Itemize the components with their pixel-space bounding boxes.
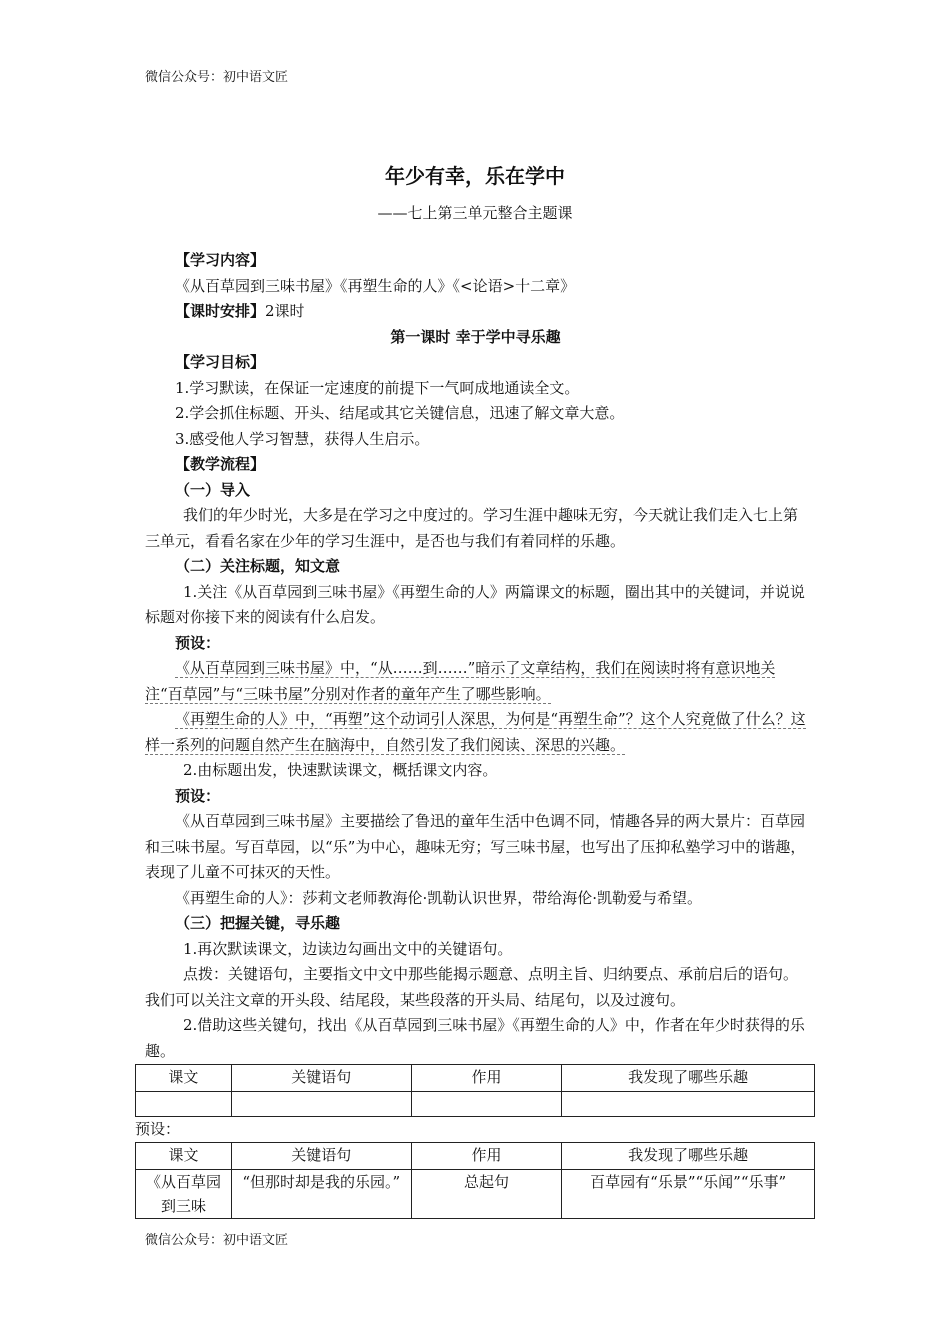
preset-label: 预设：	[175, 786, 221, 805]
goal-item: 1.学习默读，在保证一定速度的前提下一气呵成地通读全文。	[175, 378, 580, 397]
document-subtitle: ——七上第三单元整合主题课	[377, 204, 573, 222]
section-2-answer-2b: 《再塑生命的人》：莎莉文老师教海伦·凯勒认识世界，带给海伦·凯勒爱与希望。	[175, 888, 703, 907]
table-header-cell: 关键语句	[231, 1065, 411, 1092]
goals-heading: 【学习目标】	[175, 353, 266, 371]
learning-content-text: 《从百草园到三味书屋》《再塑生命的人》《<论语>十二章》	[175, 276, 576, 295]
section-2-heading: （二）关注标题，知文意	[175, 557, 341, 575]
table-cell	[231, 1091, 411, 1116]
section-3-tip: 点拨：关键语句，主要指文中文中那些能揭示题意、点明主旨、归纳要点、承前启后的语句。我们可以关注文章的开头段、结尾段，某些段落的开头局、结尾句，以及过渡句。	[145, 965, 799, 1009]
table-header-cell: 作用	[411, 1065, 562, 1092]
table-header-row	[136, 1065, 815, 1092]
document-title: 年少有幸，乐在学中	[385, 164, 565, 188]
schedule-value: 2课时	[265, 302, 305, 320]
table-row	[136, 1091, 815, 1116]
table-header-cell: 关键语句	[231, 1143, 411, 1170]
table-cell	[562, 1091, 815, 1116]
learning-content-heading: 【学习内容】	[175, 251, 266, 269]
table-header-cell: 我发现了哪些乐趣	[562, 1065, 815, 1092]
lesson-title: 第一课时 幸于学中寻乐趣	[390, 327, 561, 346]
table-header-row	[136, 1143, 815, 1170]
page-footer: 微信公众号：初中语文匠	[145, 1233, 289, 1248]
table-header-cell: 课文	[136, 1065, 232, 1092]
preset-label-2: 预设：	[135, 1119, 181, 1138]
section-2-question-2: 2.由标题出发，快速默读课文，概括课文内容。	[183, 761, 498, 779]
answer-text: 《再塑生命的人》中，“再塑”这个动词引人深思，为何是“再塑生命”？这个人究竟做了什么？这样一系列的问题自然产生在脑海中，自然引发了我们阅读、深思的兴趣。	[145, 710, 806, 754]
schedule-line	[145, 299, 806, 325]
section-2-question-1: 1.关注《从百草园到三味书屋》《再塑生命的人》两篇课文的标题，圈出其中的关键词，并说说标题对你接下来的阅读有什么启发。	[145, 582, 805, 626]
table-cell	[136, 1091, 232, 1116]
section-2-answer-1a	[145, 656, 806, 707]
table-cell	[411, 1091, 562, 1116]
table-header-cell: 我发现了哪些乐趣	[562, 1143, 815, 1170]
table-header-cell: 作用	[411, 1143, 562, 1170]
table-cell: 总起句	[411, 1169, 562, 1218]
section-3-question-1: 1.再次默读课文，边读边勾画出文中的关键语句。	[183, 939, 513, 958]
table-cell: 百草园有“乐景”“乐闻”“乐事”	[562, 1169, 815, 1218]
table-header-cell: 课文	[136, 1143, 232, 1170]
goal-item: 3.感受他人学习智慧，获得人生启示。	[175, 429, 430, 448]
section-3-question-2: 2.借助这些关键句，找出《从百草园到三味书屋》《再塑生命的人》中，作者在年少时获得的乐趣。	[145, 1016, 805, 1060]
table-cell: “但那时却是我的乐园。”	[231, 1169, 411, 1218]
section-2-answer-1b	[145, 707, 806, 758]
table-cell: 《从百草园到三味	[136, 1169, 232, 1218]
table-row	[136, 1169, 815, 1218]
preset-label: 预设：	[175, 633, 221, 652]
section-2-answer-2a: 《从百草园到三味书屋》主要描绘了鲁迅的童年生活中色调不同，情趣各异的两大景片：百草园和三味书屋。写百草园，以“乐”为中心，趣味无穷；写三味书屋，也写出了压抑私塾学习中的谐趣，表现了儿童不可抹灭的天性。	[145, 812, 806, 881]
document-body	[135, 248, 806, 1219]
blank-table	[135, 1064, 815, 1117]
section-1-heading: （一）导入	[175, 480, 251, 499]
section-1-text: 我们的年少时光，大多是在学习之中度过的。学习生涯中趣味无穷，今天就让我们走入七上第三单元，看看名家在少年的学习生涯中，是否也与我们有着同样的乐趣。	[145, 506, 799, 550]
answer-text: 《从百草园到三味书屋》中，“从……到……”暗示了文章结构，我们在阅读时将有意识地关注“百草园”与“三味书屋”分别对作者的童年产生了哪些影响。	[145, 659, 776, 703]
preset-table	[135, 1142, 815, 1219]
section-3-heading: （三）把握关键，寻乐趣	[175, 914, 341, 932]
page-header: 微信公众号：初中语文匠	[145, 70, 289, 85]
schedule-heading: 【课时安排】	[175, 302, 266, 320]
process-heading: 【教学流程】	[175, 455, 266, 473]
goal-item: 2.学会抓住标题、开头、结尾或其它关键信息，迅速了解文章大意。	[175, 404, 625, 422]
